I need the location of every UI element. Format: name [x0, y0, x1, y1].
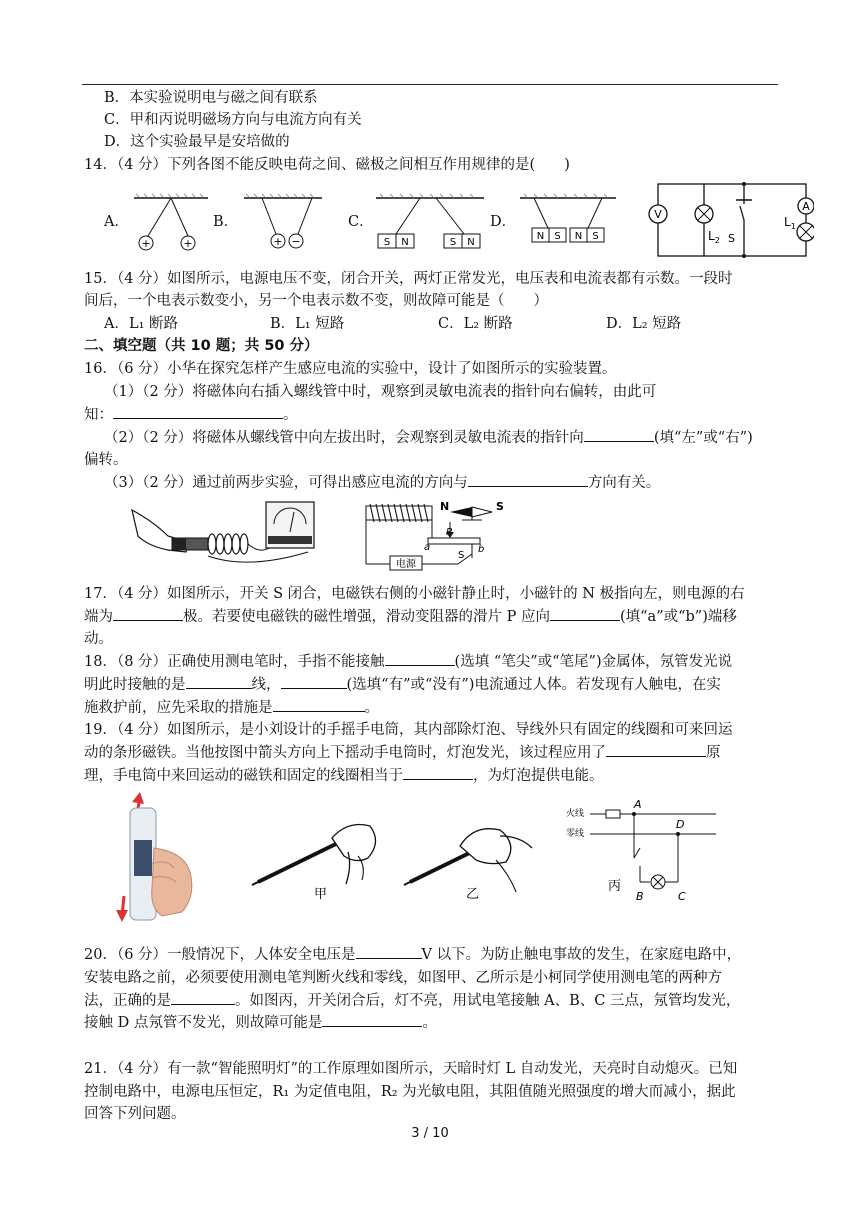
- voltmeter-label: V: [654, 208, 662, 221]
- compass-s-label: S: [496, 500, 504, 513]
- pole-n-label: N: [401, 237, 409, 248]
- q15-stem-line1: 15．（4 分）如图所示，电源电压不变，闭合开关，两灯正常发光，电压表和电流表都有示数。一段时: [84, 271, 733, 287]
- q14-option-d: D．: [490, 214, 517, 230]
- q14-figure-c: [372, 192, 488, 254]
- pole-n-label: N: [574, 231, 583, 242]
- q17-electromagnet-figure: [354, 498, 514, 574]
- answer-blank[interactable]: [273, 697, 365, 712]
- q16-induction-figure: [128, 496, 328, 572]
- lamp-l1-label: $L_1$: [784, 215, 796, 231]
- fig-bing-label: 丙: [608, 879, 622, 894]
- q20-line2: 安装电路之前，必须要使用测电笔判断火线和零线，如图甲、乙所示是小柯同学使用测电笔的两种方: [84, 970, 722, 986]
- answer-blank[interactable]: [113, 404, 283, 419]
- live-wire-label: 火线: [566, 809, 585, 819]
- q17-line1: 17．（4 分）如图所示，开关 S 闭合，电磁铁右侧的小磁针静止时，小磁针的 N 极指向左，则电源的右: [84, 586, 745, 602]
- power-supply-label: 电源: [396, 559, 416, 570]
- q14-option-a: A．: [104, 214, 129, 230]
- q15-option-c: C．L₂ 断路: [438, 316, 513, 332]
- pole-s-label: S: [383, 237, 391, 248]
- q15-stem-line2: 间后，一个电表示数变小，另一个电表示数不变，则故障可能是（ ）: [84, 293, 548, 309]
- q16-part2-line1: （2）（2 分）将磁体从螺线管中向左拔出时，会观察到灵敏电流表的指针向 (填“左”或“右”): [104, 427, 804, 449]
- answer-blank[interactable]: [550, 606, 620, 621]
- q18-line2: 明此时接触的是 线， (选填“有”或“没有”)电流通过人体。若发现有人触电，在实: [84, 674, 784, 696]
- q19-flashlight-figure: [110, 788, 200, 928]
- q14-option-b: B．: [213, 214, 239, 230]
- answer-blank[interactable]: [584, 427, 654, 442]
- q13-option-c: C．甲和丙说明磁场方向与电流方向有关: [104, 112, 362, 128]
- q20-line4: 接触 D 点氖管不发光，则故障可能是 。: [84, 1012, 784, 1034]
- q20-line1: 20．（6 分）一般情况下，人体安全电压是 V 以下。为防止触电事故的发生，在家庭电路中，: [84, 944, 784, 966]
- page-number: 3 / 10: [411, 1126, 449, 1141]
- answer-blank[interactable]: [403, 765, 473, 780]
- answer-blank[interactable]: [113, 606, 183, 621]
- q14-figure-b: [240, 192, 326, 254]
- answer-blank[interactable]: [356, 944, 422, 959]
- pole-n-label: N: [536, 231, 545, 242]
- q14-figure-d: [516, 192, 620, 254]
- slider-p-label: P: [446, 527, 453, 538]
- compass-n-label: N: [440, 500, 450, 513]
- q21-line1: 21．（4 分）有一款“智能照明灯”的工作原理如图所示，天暗时灯 L 自动发光，天亮时自动熄灭。已知: [84, 1061, 738, 1077]
- q15-option-a: A．L₁ 断路: [104, 316, 179, 332]
- q15-option-b: B．L₁ 短路: [270, 316, 345, 332]
- section-title-fill-in: 二、填空题（共 10 题；共 50 分）: [84, 338, 319, 354]
- point-b-label: B: [636, 890, 644, 903]
- q16-part2-line2: 偏转。: [84, 452, 128, 468]
- charge-minus-label: −: [291, 235, 301, 248]
- q14-stem: 14．（4 分）下列各图不能反映电荷之间、磁极之间相互作用规律的是( ): [84, 157, 570, 173]
- header-rule: [82, 84, 778, 85]
- charge-plus-label: +: [183, 237, 193, 250]
- answer-blank[interactable]: [385, 651, 455, 666]
- q18-line1: 18．（8 分）正确使用测电笔时，手指不能接触 (选填 “笔尖”或“笔尾”)金属体，氖管发光说: [84, 651, 784, 673]
- q20-tester-pen-figure-jia: [248, 806, 388, 902]
- answer-blank[interactable]: [281, 674, 347, 689]
- q18-line3: 施救护前，应先采取的措施是 。: [84, 697, 784, 719]
- answer-blank[interactable]: [186, 674, 252, 689]
- q16-stem: 16．（6 分）小华在探究怎样产生感应电流的实验中，设计了如图所示的实验装置。: [84, 361, 617, 377]
- q17-line2: 端为 极。若要使电磁铁的磁性增强，滑动变阻器的滑片 P 应向 (填“a”或“b”)端移: [84, 606, 784, 628]
- q19-line2: 动的条形磁铁。当他按图中箭头方向上下摇动手电筒时，灯泡发光，该过程应用了 原: [84, 742, 784, 764]
- point-a-label: A: [634, 800, 642, 811]
- pole-s-label: S: [554, 231, 561, 242]
- q19-line3: 理，手电筒中来回运动的磁铁和固定的线圈相当于 ，为灯泡提供电能。: [84, 765, 784, 787]
- pole-s-label: S: [449, 237, 457, 248]
- q19-line1: 19．（4 分）如图所示，是小刘设计的手摇手电筒，其内部除灯泡、导线外只有固定的线圈和可来回运: [84, 722, 733, 738]
- charge-plus-label: +: [273, 235, 283, 248]
- q21-line2: 控制电路中，电源电压恒定，R₁ 为定值电阻，R₂ 为光敏电阻，其阻值随光照强度的增大而减小，据此: [84, 1084, 736, 1100]
- point-d-label: D: [676, 818, 685, 831]
- q17-line3: 动。: [84, 631, 113, 647]
- answer-blank[interactable]: [322, 1012, 422, 1027]
- fig-jia-label: 甲: [314, 887, 328, 902]
- answer-blank[interactable]: [468, 472, 588, 487]
- q21-line3: 回答下列问题。: [84, 1106, 186, 1122]
- pole-n-label: N: [467, 237, 475, 248]
- q16-part1-line1: （1）（2 分）将磁体向右插入螺线管中时，观察到灵敏电流表的指针向右偏转，由此可: [104, 384, 657, 400]
- fig-yi-label: 乙: [466, 887, 480, 902]
- q13-option-b: B．本实验说明电与磁之间有联系: [104, 90, 318, 106]
- terminal-a-label: a: [424, 542, 431, 553]
- answer-blank[interactable]: [171, 990, 235, 1005]
- q20-line3: 法，正确的是 。如图丙，开关闭合后，灯不亮，用试电笔接触 A、B、C 三点，氖管均发光，: [84, 990, 784, 1012]
- q14-figure-a: [130, 192, 212, 254]
- q15-circuit-figure: [644, 176, 814, 260]
- switch-s-label: S: [458, 550, 465, 561]
- q15-option-d: D．L₂ 短路: [606, 316, 682, 332]
- q20-tester-pen-figure-yi: [400, 806, 540, 902]
- q14-option-c: C．: [348, 214, 374, 230]
- pole-s-label: S: [592, 231, 599, 242]
- lamp-l2-label: $L_2$: [708, 229, 720, 245]
- switch-label: S: [728, 232, 735, 245]
- q13-option-d: D．这个实验最早是安培做的: [104, 134, 290, 150]
- terminal-b-label: b: [478, 544, 485, 555]
- ammeter-label: A: [802, 200, 810, 213]
- q20-household-circuit-figure: [566, 800, 716, 904]
- q16-part1-line2: 知： 。: [84, 404, 784, 426]
- point-c-label: C: [678, 890, 686, 903]
- q16-part3: （3）（2 分）通过前两步实验，可得出感应电流的方向与 方向有关。: [104, 472, 804, 494]
- charge-plus-label: +: [141, 237, 151, 250]
- answer-blank[interactable]: [606, 742, 706, 757]
- neutral-wire-label: 零线: [566, 829, 585, 839]
